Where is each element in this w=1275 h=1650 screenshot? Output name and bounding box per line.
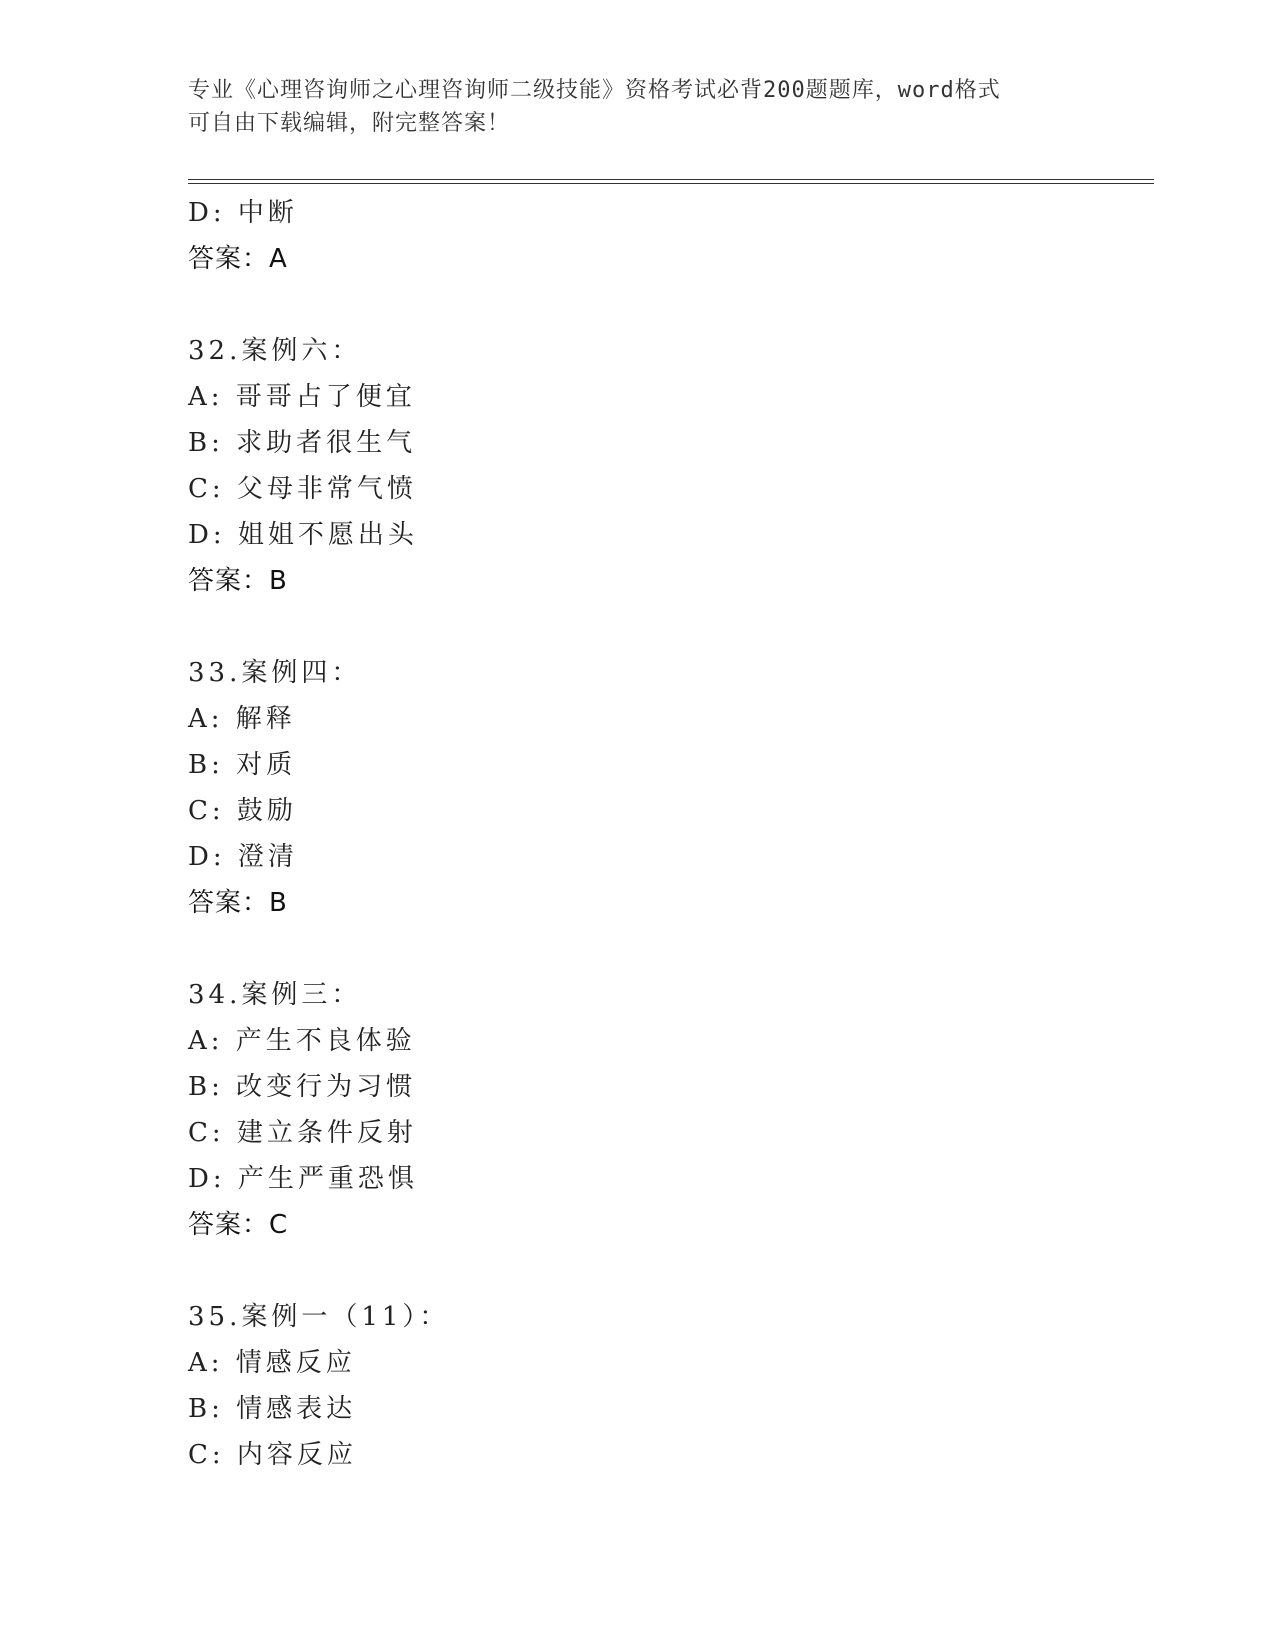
question-35 <box>188 1294 1148 1478</box>
question-title: 32.案例六： <box>188 336 362 366</box>
option-a: A: 哥哥占了便宜 <box>188 382 416 412</box>
question-32 <box>188 328 1148 604</box>
option-b: B: 对质 <box>188 750 297 780</box>
option-c: C: 鼓励 <box>188 796 297 826</box>
question-list <box>188 190 1148 1478</box>
option-c: C: 父母非常气愤 <box>188 474 417 504</box>
option-d: D: 姐姐不愿出头 <box>188 520 418 550</box>
question-title: 34.案例三： <box>188 980 362 1010</box>
option-b: B: 求助者很生气 <box>188 428 417 458</box>
spacer <box>188 926 1148 972</box>
option-b: B: 情感表达 <box>188 1394 357 1424</box>
option-c: C: 建立条件反射 <box>188 1118 417 1148</box>
question-33 <box>188 650 1148 926</box>
answer-line: 答案：B <box>188 888 288 918</box>
header-line-1: 专业《心理咨询师之心理咨询师二级技能》资格考试必背200题题库，word格式 <box>188 78 1001 103</box>
header-line-2: 可自由下载编辑，附完整答案！ <box>188 111 511 136</box>
option-c: C: 内容反应 <box>188 1440 357 1470</box>
header-divider-bottom <box>188 183 1154 184</box>
question-title: 33.案例四： <box>188 658 362 688</box>
spacer <box>188 282 1148 328</box>
answer-line: 答案：B <box>188 566 288 596</box>
question-34 <box>188 972 1148 1248</box>
document-header <box>188 74 1068 140</box>
option-b: B: 改变行为习惯 <box>188 1072 417 1102</box>
option-d: D: 产生严重恐惧 <box>188 1164 418 1194</box>
option-a: A: 情感反应 <box>188 1348 356 1378</box>
header-divider-top <box>188 179 1154 180</box>
question-title: 35.案例一（11）： <box>188 1302 450 1332</box>
option-a: A: 产生不良体验 <box>188 1026 416 1056</box>
option-d: D: 中断 <box>188 198 298 228</box>
option-a: A: 解释 <box>188 704 296 734</box>
answer-line: 答案：A <box>188 244 288 274</box>
spacer <box>188 604 1148 650</box>
answer-line: 答案：C <box>188 1210 289 1240</box>
spacer <box>188 1248 1148 1294</box>
option-d: D: 澄清 <box>188 842 298 872</box>
